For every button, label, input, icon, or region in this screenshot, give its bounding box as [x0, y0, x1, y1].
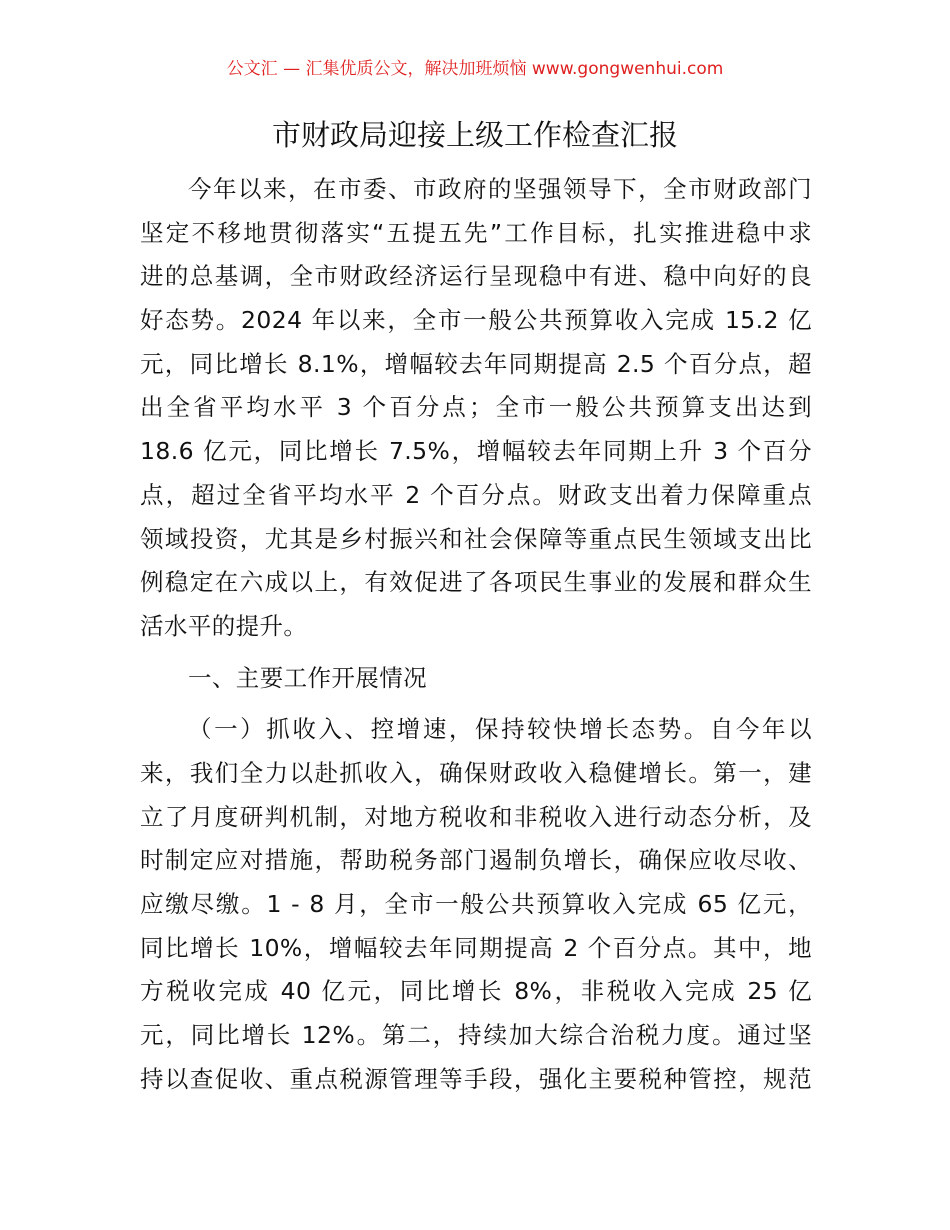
- document-title: 市财政局迎接上级工作检查汇报: [271, 118, 678, 152]
- text-line: 例稳定在六成以上，有效促进了各项民生事业的发展和群众生: [140, 568, 812, 597]
- section-1-paragraph: [140, 708, 812, 1101]
- text-line: 元，同比增长 8.1%，增幅较去年同期提高 2.5 个百分点，超: [140, 349, 812, 378]
- paragraph-spacer: [140, 649, 812, 657]
- text-line: 方税收完成 40 亿元，同比增长 8%，非税收入完成 25 亿: [140, 977, 812, 1006]
- text-line: 今年以来，在市委、市政府的坚强领导下，全市财政部门: [188, 175, 812, 203]
- text-line: 活水平的提升。: [140, 611, 308, 640]
- document-body: [140, 168, 812, 1101]
- text-line: 18.6 亿元，同比增长 7.5%，增幅较去年同期上升 3 个百分: [140, 437, 812, 466]
- text-line: 点，超过全省平均水平 2 个百分点。财政支出着力保障重点: [140, 480, 812, 509]
- text-line: 领域投资，尤其是乡村振兴和社会保障等重点民生领域支出比: [140, 524, 812, 553]
- text-line: 进的总基调，全市财政经济运行呈现稳中有进、稳中向好的良: [140, 262, 812, 291]
- text-line: 出全省平均水平 3 个百分点；全市一般公共预算支出达到: [140, 393, 812, 422]
- text-line: 持以查促收、重点税源管理等手段，强化主要税种管控，规范: [140, 1064, 812, 1093]
- section-heading: 一、主要工作开展情况: [188, 663, 427, 692]
- text-line: 立了月度研判机制，对地方税收和非税收入进行动态分析，及: [140, 802, 812, 831]
- text-line: 坚定不移地贯彻落实“五提五先”工作目标，扎实推进稳中求: [140, 218, 812, 247]
- text-line: 元，同比增长 12%。第二，持续加大综合治税力度。通过坚: [140, 1021, 812, 1050]
- text-line: 好态势。2024 年以来，全市一般公共预算收入完成 15.2 亿: [140, 306, 812, 335]
- site-header-banner: 公文汇 — 汇集优质公文，解决加班烦恼 www.gongwenhui.com: [226, 59, 724, 79]
- text-line: （一）抓收入、控增速，保持较快增长态势。自今年以: [188, 715, 812, 744]
- paragraph-spacer: [140, 700, 812, 708]
- text-line: 时制定应对措施，帮助税务部门遏制负增长，确保应收尽收、: [140, 846, 812, 875]
- text-line: 应缴尽缴。1 - 8 月，全市一般公共预算收入完成 65 亿元，: [140, 890, 812, 918]
- intro-paragraph: [140, 168, 812, 649]
- text-line: 同比增长 10%，增幅较去年同期提高 2 个百分点。其中，地: [140, 933, 812, 962]
- text-line: 来，我们全力以赴抓收入，确保财政收入稳健增长。第一，建: [140, 758, 812, 787]
